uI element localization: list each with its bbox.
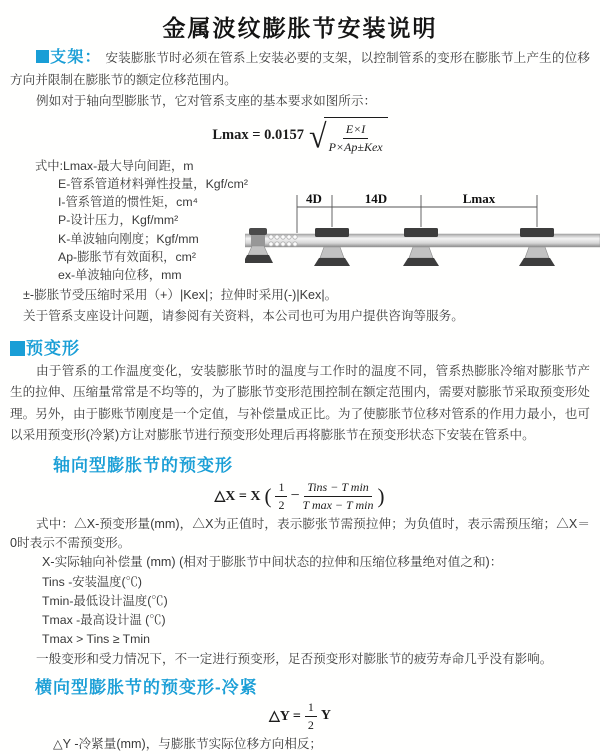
support-paragraph <box>10 47 590 91</box>
predeform-heading-label: 预变形 <box>26 338 80 358</box>
axial-formula-lhs: △X = X <box>214 488 261 504</box>
lateral-preset-formula <box>0 700 600 733</box>
left-paren: ( <box>264 483 272 508</box>
half-numerator: 1 <box>275 480 287 497</box>
definition-line: I-管系管道的惯性矩，cm⁴ <box>58 195 198 210</box>
lmax-formula <box>0 117 600 155</box>
x-definition-text: X-实际轴向补偿量 (mm) (相对于膨胀节中间状态的拉伸和压缩位移量绝对值之和)： <box>42 555 503 570</box>
definition-line: Ap-膨胀节有效面积，cm² <box>58 249 196 264</box>
support-section-heading <box>36 49 102 66</box>
lateral-frac-denominator: 2 <box>307 717 314 732</box>
dim-label-4d: 4D <box>306 190 322 206</box>
lmax-formula-numerator: E×I <box>343 122 368 139</box>
lateral-formula-lhs: △Y = <box>269 708 301 724</box>
temp-definition-line: Tins -安装温度(℃) <box>42 574 142 589</box>
right-paren: ) <box>377 483 385 508</box>
axial-explanation-text: 式中：△X-预变形量(mm)，△X为正值时，表示膨张节需预拉伸；为负值时，表示需预压缩；△X＝0时表示不需预变形。 <box>10 516 590 550</box>
lmax-formula-denominator: P×Ap±Kex <box>328 139 383 154</box>
support-example-text: 例如对于轴向型膨胀节，它对管系支座的基本要求如图所示： <box>36 94 377 108</box>
radical-sign-icon: √ <box>309 116 327 155</box>
temp-frac-denominator: T max − T min <box>302 497 374 512</box>
dim-label-14d: 14D <box>364 190 388 206</box>
temp-definition-line: Tmax -最高设计温 (℃) <box>42 613 166 628</box>
definitions-and-diagram <box>10 157 590 285</box>
definition-line: 式中:Lmax-最大导向间距，m <box>35 158 194 173</box>
page-title: 金属波纹膨胀节安装说明 <box>162 15 438 41</box>
lateral-formula-rhs: Y <box>320 708 331 724</box>
section-marker-icon <box>10 341 25 356</box>
dim-label-lmax: Lmax <box>462 190 496 206</box>
definition-line: ex-单波轴向位移，mm <box>58 268 182 283</box>
support-heading-label: 支架： <box>50 49 102 66</box>
lateral-note-text: △Y -冷紧量(mm)，与膨胀节实际位移方向相反； <box>53 736 323 751</box>
pipe-support-diagram <box>245 187 600 287</box>
temp-inequality-line: Tmax > Tins ≥ Tmin <box>42 632 150 647</box>
definition-line: K-单波轴向刚度；Kgf/mm <box>58 231 199 246</box>
half-denominator: 2 <box>278 497 285 512</box>
support-intro-text: 安装膨胀节时必须在管系上安装必要的支架，以控制管系的变形在膨胀节上产生的位移方向并限制在膨胀节的额定位移范围内。 <box>10 51 591 87</box>
predeform-body-text: 由于管系的工作温度变化，安装膨胀节时的温度与工作时的温度不同，管系热膨胀冷缩对膨胀节产生的拉伸、压缩量常常是不均等的，为了膨胀节变形范围控制在额定范围内，需要对膨胀节采取预变形处理。另外，由于膨账节刚度是一个定值，与补偿量成正比。为了使膨胀节位移对管系的作用力最小，也可以采用预变形(冷紧)方让对膨胀节进行预变形处理后再将膨胀节在预变形状态下安装在管系中。 <box>10 363 590 442</box>
minus-operator: − <box>290 487 300 504</box>
temp-definition-line: Tmin-最低设计温度(℃) <box>42 593 168 608</box>
plusminus-note: ±-膨胀节受压缩时采用（+）|Kex|；拉伸时采用(-)|Kex|。 <box>23 287 338 302</box>
consult-note: 关于管系支座设计问题，请参阅有关资料，本公司也可为用户提供咨询等服务。 <box>23 309 464 323</box>
axial-note-text: 一般变形和受力情况下，不一定进行预变形，足否预变形对膨胀节的疲劳寿命几乎没有影响。 <box>36 651 553 666</box>
predeform-section-heading <box>10 334 590 359</box>
dimension-line <box>297 195 537 233</box>
definition-line: E-管系管道材料弹性投量，Kgf/cm² <box>58 176 248 191</box>
section-marker-icon <box>36 50 49 63</box>
temp-frac-numerator: Tins − T min <box>304 480 372 497</box>
lateral-subheading: 横向型膨胀节的预变形-冷紧 <box>35 677 258 697</box>
lmax-formula-lhs: Lmax = 0.0157 <box>212 127 305 143</box>
axial-preset-formula <box>0 480 600 513</box>
sqrt-radical <box>309 117 388 155</box>
definition-line: P-设计压力，Kgf/mm² <box>58 213 179 228</box>
axial-subheading: 轴向型膨胀节的预变形 <box>53 455 233 475</box>
lateral-frac-numerator: 1 <box>305 700 317 717</box>
